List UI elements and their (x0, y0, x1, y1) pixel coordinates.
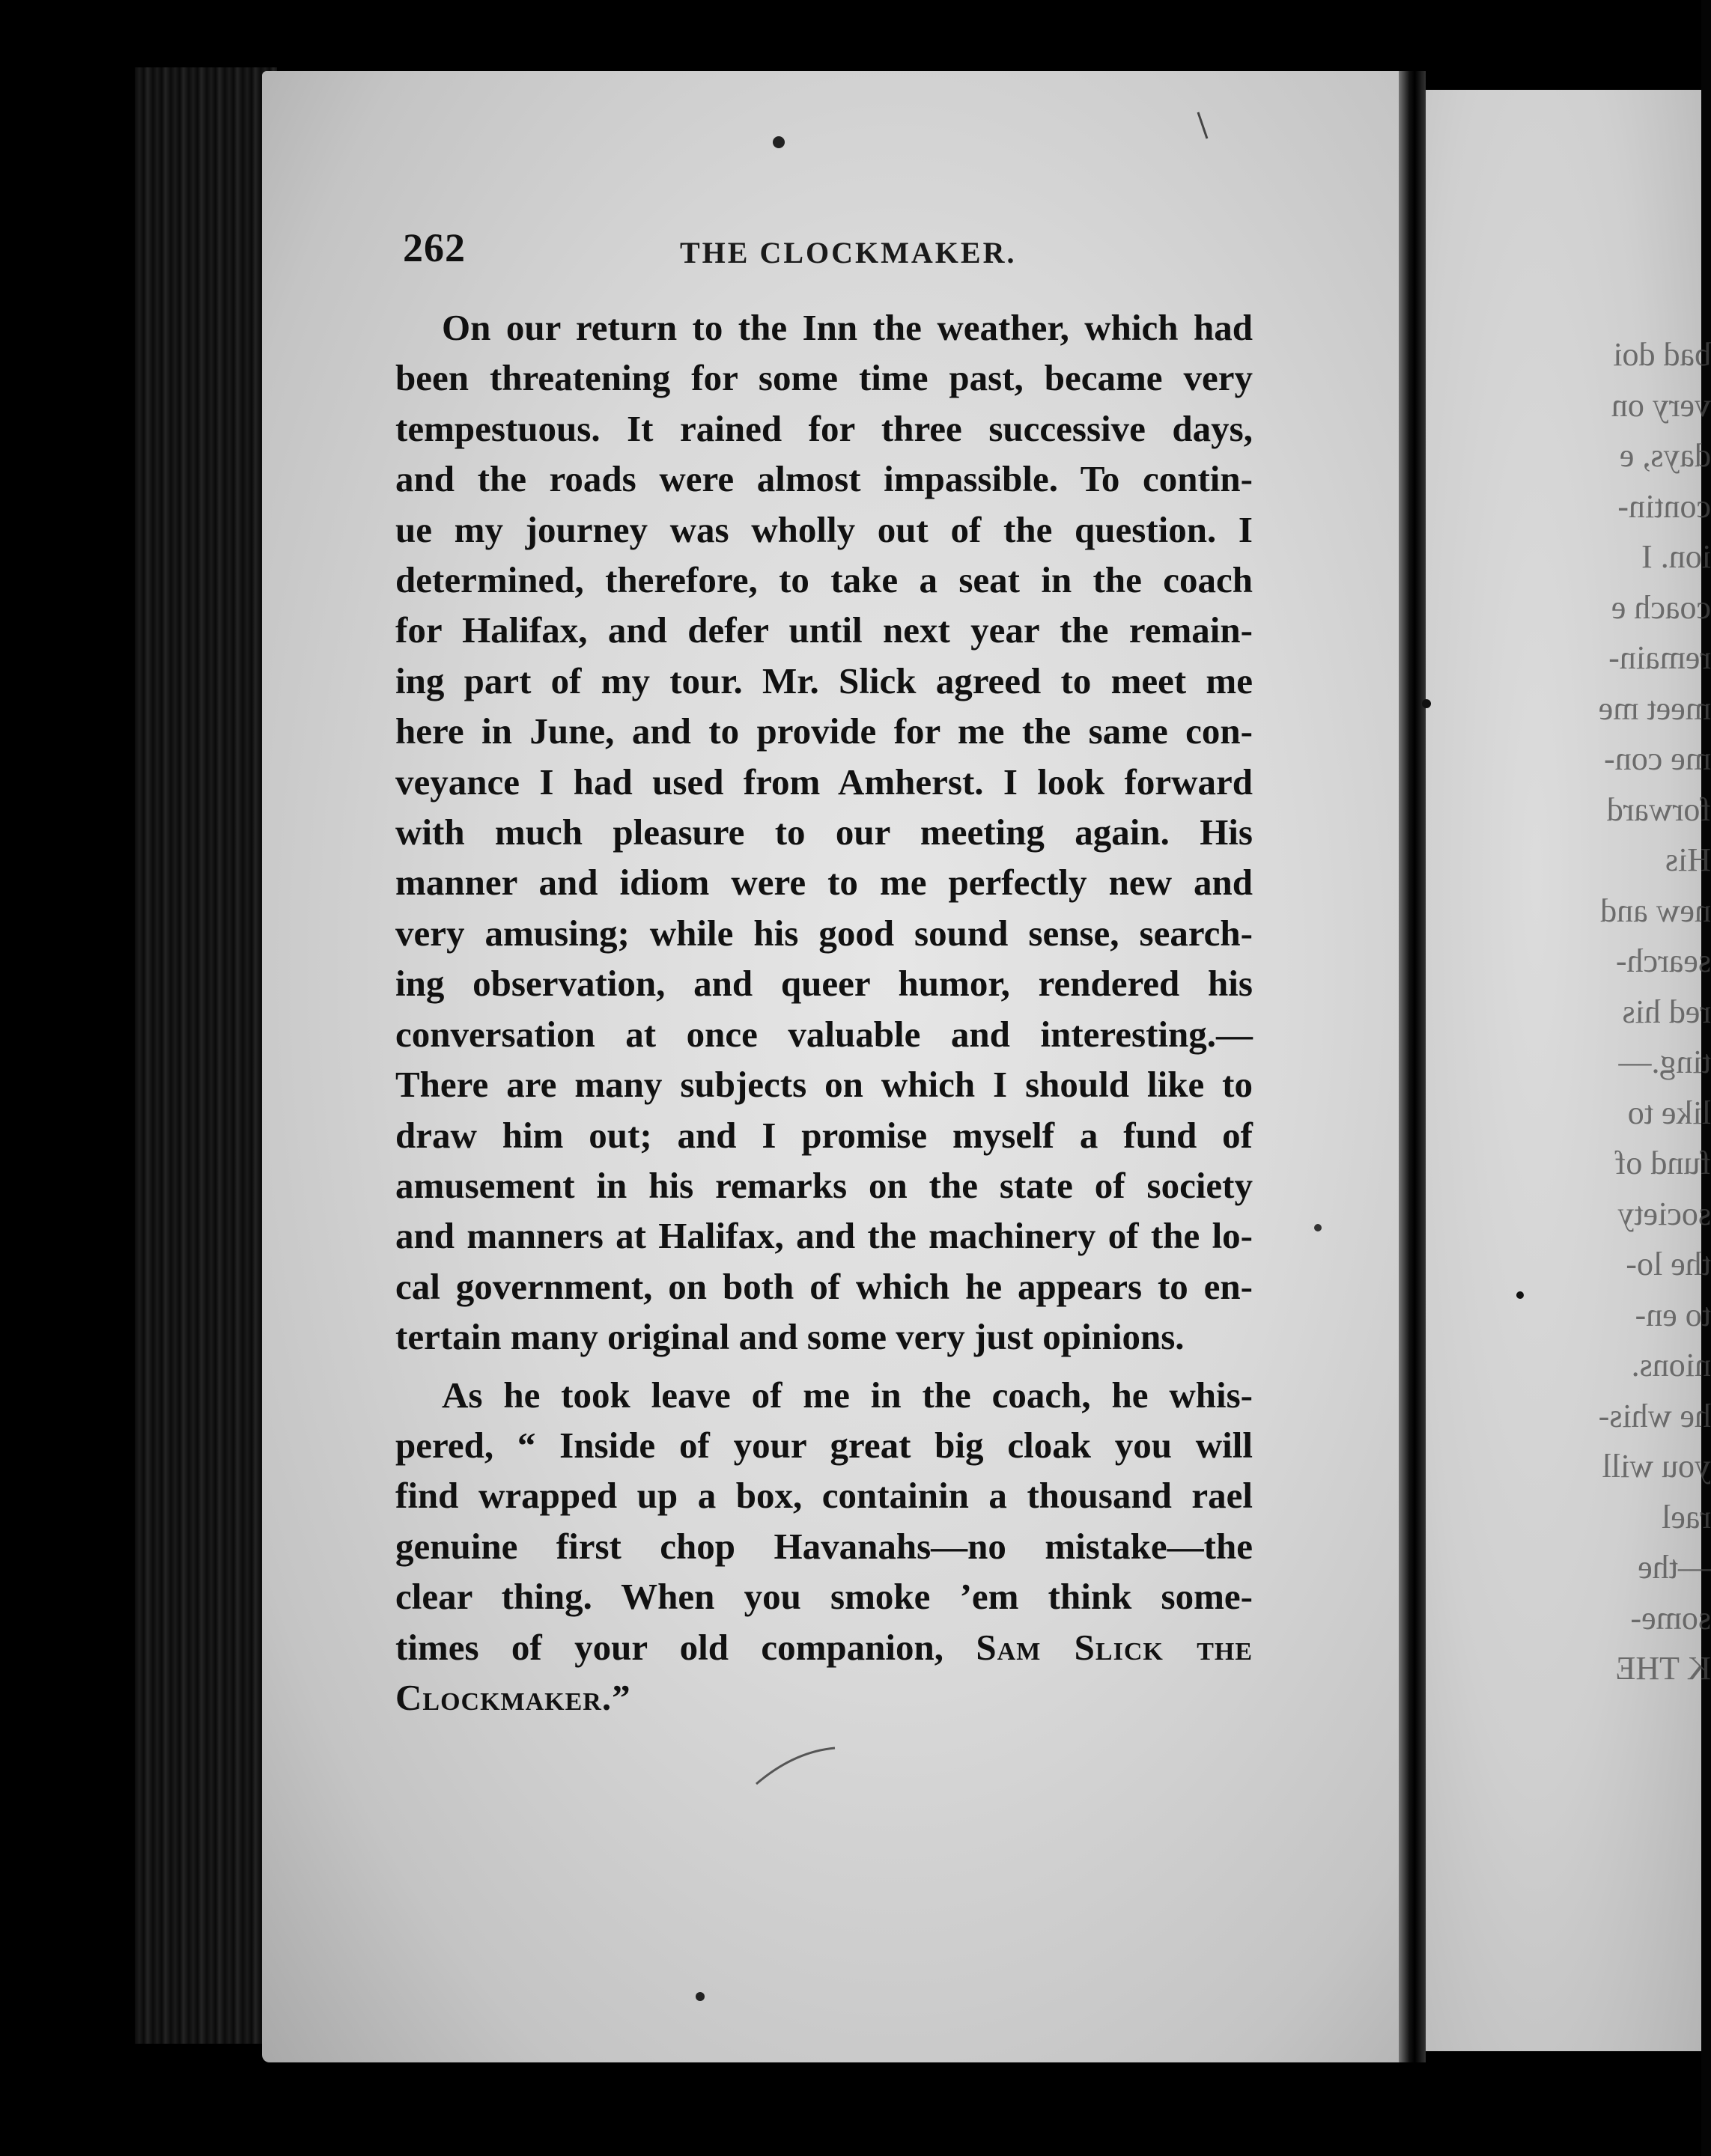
bleed-line: rael (1662, 1498, 1711, 1535)
text-line: conversation at once valuable and interesting.— (395, 1013, 1253, 1055)
text-line: cal government, on both of which he appears to en- (395, 1265, 1253, 1307)
bleed-line: new and (1600, 892, 1711, 929)
text-line: amusement in his remarks on the state of society (395, 1164, 1253, 1206)
page-header (403, 225, 1286, 284)
bleed-line: ting.— (1618, 1044, 1711, 1080)
bleed-line: coach e (1611, 588, 1711, 626)
bleed-line: K THE (1615, 1650, 1711, 1687)
signature-title: Clockmaker. (395, 1676, 613, 1718)
text-line: pered, “ Inside of your great big cloak you will (395, 1424, 1253, 1466)
bleed-line: ion. I (1641, 538, 1711, 575)
text-line: for Halifax, and defer until next year the remain- (395, 609, 1253, 651)
page-gutter (1399, 71, 1426, 2062)
text-line: determined, therefore, to take a seat in the coach (395, 559, 1253, 601)
text-line: been threatening for some time past, became very (395, 357, 1253, 399)
bleed-line: nions. (1631, 1347, 1711, 1383)
paragraph-gap (395, 1362, 1253, 1370)
text-line: ue my journey was wholly out of the question. I (395, 508, 1253, 550)
bleed-line: me con- (1604, 740, 1711, 777)
bleed-line: bad doi (1613, 336, 1711, 373)
paragraph (395, 302, 1253, 1362)
bleed-line: you will (1602, 1448, 1711, 1484)
bleed-line: the lo- (1626, 1246, 1711, 1282)
bleed-line: search- (1615, 943, 1711, 979)
bleed-line: he whis- (1598, 1397, 1711, 1434)
text-line: There are many subjects on which I should like to (395, 1064, 1253, 1106)
bleed-line: forward (1606, 791, 1711, 828)
bleed-line: —the (1638, 1549, 1711, 1586)
closing-quote: ” (612, 1676, 630, 1718)
text-line: and the roads were almost impassible. To contin- (395, 458, 1253, 500)
bleed-line: red his (1622, 993, 1711, 1030)
text-line: manner and idiom were to me perfectly new and (395, 862, 1253, 904)
bleed-line: His (1665, 841, 1711, 878)
bleed-line: contin- (1617, 487, 1711, 525)
text-line: As he took leave of me in the coach, he whis- (442, 1374, 1253, 1416)
text-line: and manners at Halifax, and the machinery of the lo- (395, 1215, 1253, 1257)
text-line: ing part of my tour. Mr. Slick agreed to meet me (395, 660, 1253, 701)
page-number: 262 (403, 225, 466, 270)
bleed-line: meet me (1598, 689, 1711, 727)
bleed-line: days, e (1619, 437, 1711, 474)
text-line: genuine first chop Havanahs—no mistake—the (395, 1525, 1253, 1567)
text-line: very amusing; while his good sound sense, search- (395, 912, 1253, 954)
page-body (395, 302, 1253, 1723)
text-line: ing observation, and queer humor, rendered his (395, 963, 1253, 1005)
running-head: THE CLOCKMAKER. (680, 236, 1017, 270)
text-line: with much pleasure to our meeting again. His (395, 811, 1253, 853)
signature-line (395, 1672, 1253, 1723)
text-line: tertain many original and some very just opinions. (395, 1316, 1185, 1358)
bleed-line: like to (1627, 1094, 1711, 1131)
book-binding-edge (135, 67, 277, 2044)
text-line: tempestuous. It rained for three successive days, (395, 407, 1253, 449)
text-line: clear thing. When you smoke ’em think some- (395, 1576, 1253, 1618)
signature-name: Sam Slick the (976, 1626, 1253, 1668)
bleed-line: remain- (1608, 639, 1711, 676)
text-line-with-signature (395, 1622, 1253, 1672)
facing-page-bleed-through (1561, 329, 1711, 1694)
paragraph (395, 1370, 1253, 1723)
text-line: draw him out; and I promise myself a fund of (395, 1114, 1253, 1156)
text-line: On our return to the Inn the weather, which had (442, 307, 1253, 348)
bleed-line: to en- (1635, 1296, 1711, 1333)
text-line: veyance I had used from Amherst. I look forward (395, 761, 1253, 803)
text-line: here in June, and to provide for me the same con- (395, 710, 1253, 752)
text-line: find wrapped up a box, containin a thousand rael (395, 1475, 1253, 1517)
bleed-line: some- (1630, 1599, 1711, 1636)
bleed-line: fund of (1614, 1145, 1711, 1181)
bleed-line: very on (1611, 386, 1711, 424)
text-line: times of your old companion, (395, 1626, 944, 1668)
bleed-line: society (1617, 1195, 1711, 1232)
